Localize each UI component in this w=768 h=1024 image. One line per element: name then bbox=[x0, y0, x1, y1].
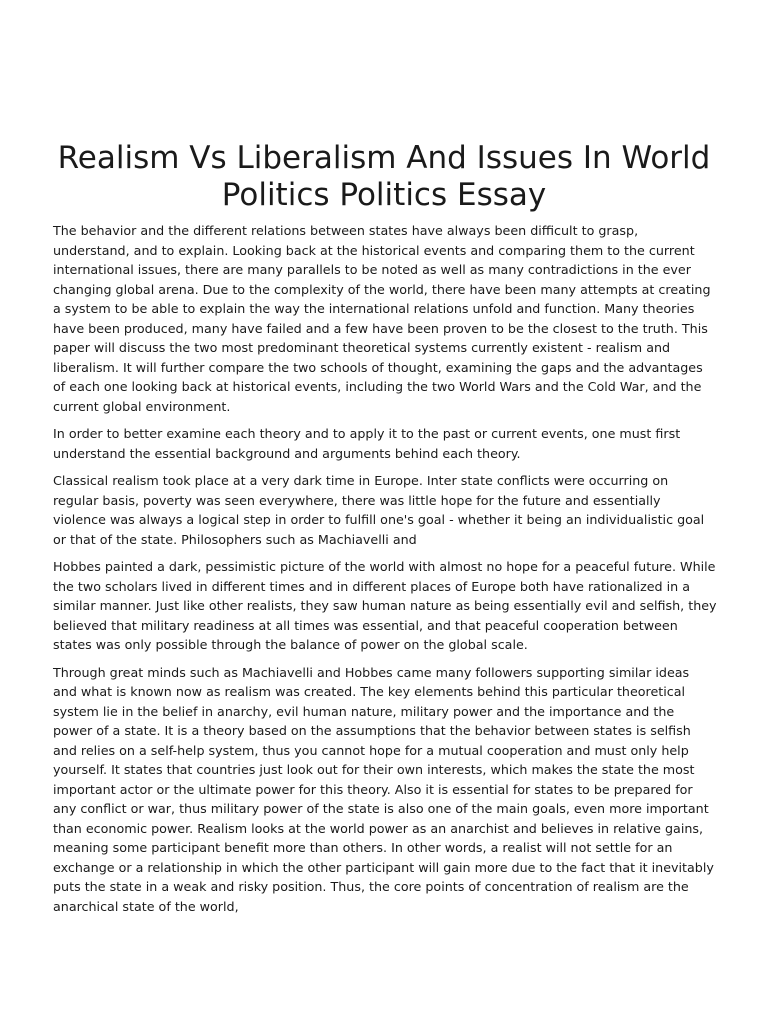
paragraph: The behavior and the different relations between states have always been difficult to grasp, understand, and to explain. Looking back at the historical events and comparing them to the current international issues, there are many parallels to be noted as well as many contradictions in the ever changing global arena. Due to the complexity of the world, there have been many attempts at creating a system to be able to explain the way the international relations unfold and function. Many theories have been produced, many have failed and a few have been proven to be the closest to the truth. This paper will discuss the two most predominant theoretical systems currently existent - realism and liberalism. It will further compare the two schools of thought, examining the gaps and the advantages of each one looking back at historical events, including the two World Wars and the Cold War, and the current global environment. bbox=[53, 223, 711, 414]
paragraph: Hobbes painted a dark, pessimistic picture of the world with almost no hope for a peaceful future. While the two scholars lived in different times and in different places of Europe both have rationalized in a similar manner. Just like other realists, they saw human nature as being essentially evil and selfish, they believed that military readiness at all times was essential, and that peaceful cooperation between states was only possible through the balance of power on the global scale. bbox=[53, 559, 717, 652]
paragraph: Classical realism took place at a very dark time in Europe. Inter state conflicts were occurring on regular basis, poverty was seen everywhere, there was little hope for the future and essentially violence was always a logical step in order to fulfill one's goal - whether it being an individualistic goal or that of the state. Philosophers such as Machiavelli and bbox=[53, 473, 705, 547]
paragraph: Through great minds such as Machiavelli and Hobbes came many followers supporting similar ideas and what is known now as realism was created. The key elements behind this particular theoretical system lie in the belief in anarchy, evil human nature, military power and the importance and the power of a state. It is a theory based on the assumptions that the behavior between states is selfish and relies on a self-help system, thus you cannot hope for a mutual cooperation and must only help yourself. It states that countries just look out for their own interests, which makes the state the most important actor or the ultimate power for this theory. Also it is essential for states to be prepared for any conflict or war, thus military power of the state is also one of the main goals, even more important than economic power. Realism looks at the world power as an anarchist and believes in relative gains, meaning some participant benefit more than others. In other words, a realist will not settle for an exchange or a relationship in which the other participant will gain more due to the fact that it inevitably puts the state in a weak and risky position. Thus, the core points of concentration of realism are the anarchical state of the world, bbox=[53, 664, 714, 914]
document-title: Realism Vs Liberalism And Issues In World Politics Politics Essay bbox=[57, 140, 711, 213]
document-body bbox=[53, 221, 717, 924]
paragraph: In order to better examine each theory and to apply it to the past or current events, one must first understand the essential background and arguments behind each theory. bbox=[53, 426, 681, 461]
